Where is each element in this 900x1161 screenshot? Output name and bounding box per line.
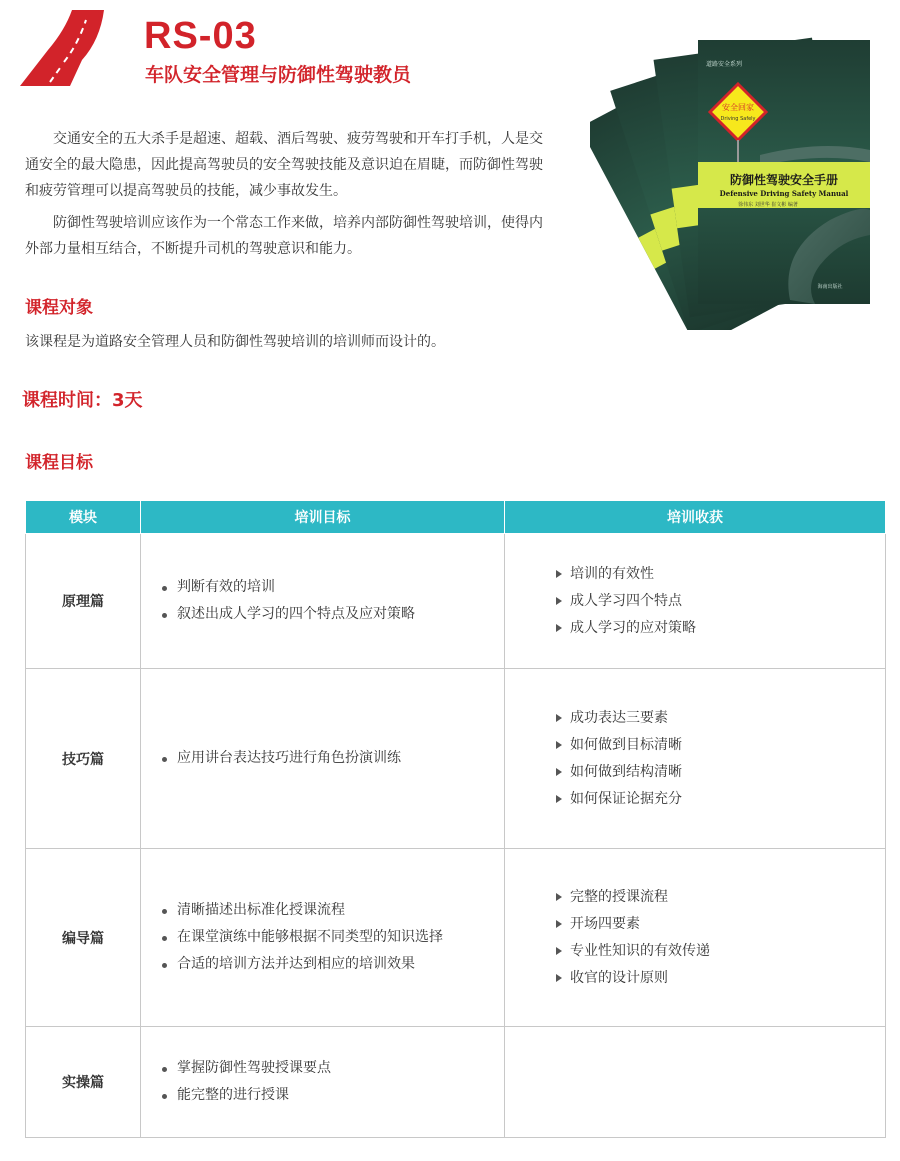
outcome-item: 成人学习的应对策略 (570, 615, 885, 642)
book-authors: 徐伟东 刘世华 崔文彬 编著 (738, 202, 798, 208)
outcome-item: 完整的授课流程 (570, 884, 885, 911)
objectives-cell (141, 669, 505, 849)
goals-title: 课程目标 (25, 453, 93, 473)
road-logo-icon (20, 10, 106, 86)
intro-paragraph: 交通安全的五大杀手是超速、超载、酒后驾驶、疲劳驾驶和开车打手机，人是交通安全的最大隐患，因此提高驾驶员的安全驾驶技能及意识迫在眉睫，而防御性驾驶和疲劳管理可以提高驾驶员的技能，减少事故发生。 (25, 131, 543, 199)
bullet-triangle-icon (556, 893, 562, 901)
header-module: 模块 (26, 501, 141, 534)
bullet-dot-icon (162, 909, 167, 914)
outcomes-cell (505, 669, 886, 849)
objectives-cell (141, 534, 505, 669)
audience-title: 课程对象 (25, 298, 93, 318)
objective-item: 掌握防御性驾驶授课要点 (177, 1055, 504, 1082)
bullet-triangle-icon (556, 741, 562, 749)
book-cover-image (590, 30, 890, 330)
bullet-triangle-icon (556, 624, 562, 632)
book-publisher: 海南出版社 (817, 284, 843, 290)
intro-paragraph: 防御性驾驶培训应该作为一个常态工作来做，培养内部防御性驾驶培训，使得内外部力量相互结合，不断提升司机的驾驶意识和能力。 (25, 215, 543, 257)
bullet-triangle-icon (556, 714, 562, 722)
bullet-dot-icon (162, 963, 167, 968)
goals-table (25, 500, 886, 1138)
objective-item: 在课堂演练中能够根据不同类型的知识选择 (177, 924, 504, 951)
objective-item: 清晰描述出标准化授课流程 (177, 897, 504, 924)
bullet-dot-icon (162, 1067, 167, 1072)
outcome-item: 如何做到结构清晰 (570, 759, 885, 786)
objectives-cell (141, 1027, 505, 1138)
bullet-dot-icon (162, 613, 167, 618)
module-name: 实操篇 (26, 1027, 141, 1138)
module-name: 编导篇 (26, 849, 141, 1027)
table-row (26, 1027, 886, 1138)
outcome-item: 成人学习四个特点 (570, 588, 885, 615)
bullet-triangle-icon (556, 795, 562, 803)
intro-text (25, 126, 555, 268)
outcome-item: 如何保证论据充分 (570, 786, 885, 813)
book-badge: 安全回家 (722, 103, 754, 112)
book-series: 道路安全系列 (706, 61, 743, 68)
audience-text: 该课程是为道路安全管理人员和防御性驾驶培训的培训师而设计的。 (25, 334, 445, 350)
bullet-triangle-icon (556, 597, 562, 605)
table-row (26, 849, 886, 1027)
book-title: 防御性驾驶安全手册 (729, 173, 839, 187)
bullet-dot-icon (162, 586, 167, 591)
course-code: RS-03 (144, 15, 257, 57)
header-outcomes: 培训收获 (505, 501, 886, 534)
module-name: 技巧篇 (26, 669, 141, 849)
bullet-dot-icon (162, 936, 167, 941)
objective-item: 叙述出成人学习的四个特点及应对策略 (177, 601, 504, 628)
duration-label: 课程时间：3天 (22, 390, 143, 411)
table-row (26, 534, 886, 669)
book-title-en: Defensive Driving Safety Manual (719, 189, 849, 198)
course-title: 车队安全管理与防御性驾驶教员 (145, 64, 412, 86)
outcome-item: 如何做到目标清晰 (570, 732, 885, 759)
outcome-item: 培训的有效性 (570, 561, 885, 588)
outcomes-cell (505, 1027, 886, 1138)
bullet-triangle-icon (556, 768, 562, 776)
table-header-row (26, 501, 886, 534)
outcome-item: 收官的设计原则 (570, 965, 885, 992)
outcomes-cell (505, 534, 886, 669)
bullet-triangle-icon (556, 570, 562, 578)
outcomes-cell (505, 849, 886, 1027)
objective-item: 合适的培训方法并达到相应的培训效果 (177, 951, 504, 978)
bullet-triangle-icon (556, 947, 562, 955)
bullet-dot-icon (162, 757, 167, 762)
book-badge-en: Driving Safely (720, 116, 756, 122)
bullet-triangle-icon (556, 974, 562, 982)
objective-item: 能完整的进行授课 (177, 1082, 504, 1109)
objective-item: 判断有效的培训 (177, 574, 504, 601)
header-objectives: 培训目标 (141, 501, 505, 534)
table-row (26, 669, 886, 849)
objective-item: 应用讲台表达技巧进行角色扮演训练 (177, 745, 504, 772)
bullet-dot-icon (162, 1094, 167, 1099)
bullet-triangle-icon (556, 920, 562, 928)
outcome-item: 专业性知识的有效传递 (570, 938, 885, 965)
module-name: 原理篇 (26, 534, 141, 669)
outcome-item: 开场四要素 (570, 911, 885, 938)
outcome-item: 成功表达三要素 (570, 705, 885, 732)
objectives-cell (141, 849, 505, 1027)
